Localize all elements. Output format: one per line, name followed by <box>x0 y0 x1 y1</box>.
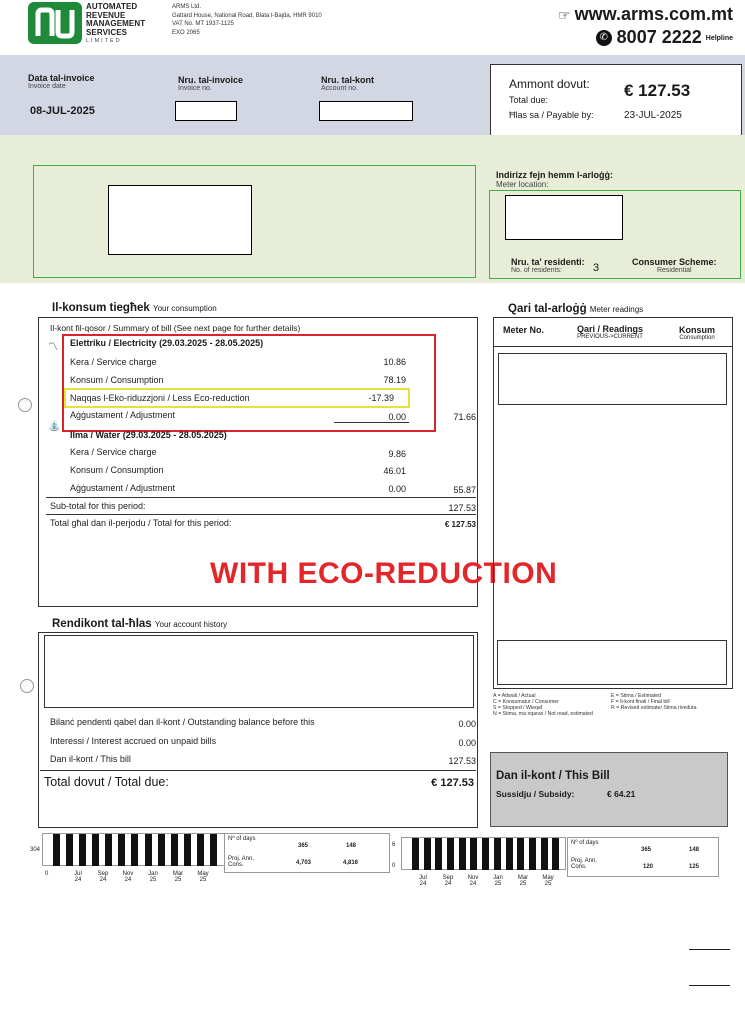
amount-label: Ammont dovut: <box>509 77 590 91</box>
elec-days-1: 365 <box>298 843 309 849</box>
residents-label: Nru. ta' residenti: No. of residents: <box>511 257 585 274</box>
elec-row-adjustment: Aġġustament / Adjustment <box>70 410 176 420</box>
amount-due-box <box>490 64 742 136</box>
elec-proj-1: 4,703 <box>296 860 312 866</box>
total-due-label: Total due: <box>509 95 549 105</box>
elec-chart-y-tick: 304 <box>30 847 41 853</box>
x-tick-label: Sep 24 <box>442 875 454 887</box>
subsidy-label: Sussidju / Subsidy: <box>496 789 575 799</box>
elec-value-eco-reduction: -17.39 <box>368 393 394 403</box>
pointer-hand-icon: ☞ <box>558 7 571 23</box>
readings-footer-redacted <box>497 640 727 685</box>
col-readings: Qari / Readings PREVIOUS->CURRENT <box>576 324 644 340</box>
invoice-no-redacted <box>175 101 237 121</box>
x-tick-label: May 25 <box>197 871 209 883</box>
amount-value: € 127.53 <box>624 81 691 100</box>
subtotal-divider <box>46 497 476 498</box>
water-chart-x-ticks <box>413 875 563 895</box>
water-chart-y-bottom: 0 <box>392 863 396 869</box>
invoice-date-label: Data tal-invoice Invoice date <box>28 73 95 90</box>
chart-bar <box>412 838 419 870</box>
readings-legend-left: A = Attwali / Actual C = Konsumatur / Consumer S = Stopped / Wieqaf N = Stima, ma nqarax / Not read, estimated <box>493 693 593 717</box>
outstanding-balance-label: Bilanċ pendenti qabel dan il-kont / Outstanding balance before this <box>50 717 315 727</box>
chart-bar <box>470 838 477 870</box>
punch-hole <box>18 398 32 412</box>
arms-logo <box>28 2 82 44</box>
electricity-icon: 〽 <box>48 342 58 353</box>
bill-summary-label: Il-kont fil-qosor / Summary of bill (See next page for further details) <box>50 323 301 333</box>
water-value-adjustment: 0.00 <box>388 484 406 494</box>
elec-chart-x-first: 0 <box>45 871 49 877</box>
water-total: 55.87 <box>453 485 476 495</box>
subsidy-value: € 64.21 <box>607 789 636 799</box>
elec-row-service: Kera / Service charge <box>70 357 157 367</box>
residents-value: 3 <box>593 262 600 274</box>
x-tick-label: Jul 24 <box>74 871 82 883</box>
chart-bar <box>541 838 548 870</box>
consumer-scheme: Consumer Scheme: Residential <box>632 257 717 274</box>
elec-total: 71.66 <box>453 412 476 422</box>
elec-days-label: Nº of days <box>228 836 256 842</box>
elec-value-adjustment: 0.00 <box>388 412 406 422</box>
x-tick-label: Mar 25 <box>517 875 529 887</box>
subtotal-label: Sub-total for this period: <box>50 501 146 511</box>
chart-bar <box>131 834 138 866</box>
subtotal-value: 127.53 <box>448 503 476 513</box>
elec-row-consumption: Konsum / Consumption <box>70 375 164 385</box>
chart-bar <box>552 838 559 870</box>
total-divider <box>46 514 476 515</box>
water-days-1: 365 <box>641 847 652 853</box>
water-proj-1: 120 <box>643 864 654 870</box>
chart-bar <box>197 834 204 866</box>
chart-bar <box>506 838 513 870</box>
water-days-label: Nº of days <box>571 840 599 846</box>
elec-chart-plot <box>42 833 225 866</box>
water-value-consumption: 46.01 <box>383 466 406 476</box>
water-proj-2: 125 <box>689 864 700 870</box>
invoice-no-label: Nru. tal-invoice Invoice no. <box>178 75 244 92</box>
consumption-title: Il-konsum tiegħek Your consumption <box>52 302 217 314</box>
interest-label: Interessi / Interest accrued on unpaid bills <box>50 736 217 746</box>
logo-mark-icon <box>28 2 82 44</box>
fold-mark <box>689 949 730 950</box>
account-total-divider <box>40 770 476 771</box>
col-consumption: Konsum Consumption <box>679 325 715 341</box>
chart-bar <box>210 834 217 866</box>
elec-chart-x-ticks <box>68 871 218 891</box>
chart-bar <box>459 838 466 870</box>
this-bill-value: 127.53 <box>448 756 476 766</box>
chart-bar <box>171 834 178 866</box>
water-proj-label: Proj. Ann. Cons. <box>571 858 598 870</box>
customer-address-redacted <box>108 185 252 255</box>
x-tick-label: Mar 25 <box>172 871 184 883</box>
chart-bar <box>517 838 524 870</box>
readings-row-redacted <box>498 353 727 405</box>
chart-bar <box>424 838 431 870</box>
readings-title: Qari tal-arloġġ Meter readings <box>508 303 644 315</box>
water-chart-y-top: 6 <box>392 842 396 848</box>
total-due-label: Total dovut / Total due: <box>44 775 169 789</box>
company-details: ARMS Ltd. Gattard House, National Road, Blata l-Bajda, HMR 9010 VAT No. MT 1937-1125 EXO 2065 <box>172 4 322 36</box>
elec-value-service: 10.86 <box>383 357 406 367</box>
x-tick-label: May 25 <box>542 875 554 887</box>
helpline: ✆ 8007 2222 Helpline <box>596 27 733 48</box>
fold-mark <box>689 985 730 986</box>
account-title: Rendikont tal-ħlas Your account history <box>52 618 228 630</box>
period-total-value: € 127.53 <box>444 520 476 529</box>
interest-value: 0.00 <box>458 738 476 748</box>
chart-bar <box>494 838 501 870</box>
water-row-consumption: Konsum / Consumption <box>70 465 164 475</box>
meter-location-redacted <box>505 195 623 240</box>
x-tick-label: Jan 25 <box>493 875 503 887</box>
x-tick-label: Nov 24 <box>122 871 134 883</box>
electricity-highlight-box <box>62 334 436 432</box>
water-value-service: 9.86 <box>388 449 406 459</box>
punch-hole <box>20 679 34 693</box>
chart-bar <box>145 834 152 866</box>
payable-by-value: 23-JUL-2025 <box>624 110 682 121</box>
this-bill-title: Dan il-kont / This Bill <box>496 770 610 782</box>
payable-by-label: Ħlas sa / Payable by: <box>509 110 594 120</box>
water-row-adjustment: Aġġustament / Adjustment <box>70 483 176 493</box>
eco-reduction-annotation: WITH ECO-REDUCTION <box>210 557 558 590</box>
readings-header-line <box>493 346 733 347</box>
this-bill-box <box>490 752 728 827</box>
invoice-date: 08-JUL-2025 <box>30 105 95 117</box>
water-row-service: Kera / Service charge <box>70 447 157 457</box>
chart-bar <box>529 838 536 870</box>
water-header: Ilma / Water (29.03.2025 - 28.05.2025) <box>70 430 227 440</box>
this-bill-label: Dan il-kont / This bill <box>50 754 131 764</box>
x-tick-label: Jan 25 <box>148 871 158 883</box>
chart-bar <box>447 838 454 870</box>
chart-bar <box>92 834 99 866</box>
total-due-value: € 127.53 <box>431 777 474 789</box>
elec-days-2: 148 <box>346 843 357 849</box>
eco-reduction-highlight <box>64 388 410 408</box>
electricity-header: Elettriku / Electricity (29.03.2025 - 28.05.2025) <box>70 338 264 348</box>
elec-row-eco-reduction: Naqqas l-Eko-riduzzjoni / Less Eco-reduction <box>70 393 250 403</box>
chart-bar <box>66 834 73 866</box>
readings-legend-right: E = Stima / Estimated F = Il-kont finali / Final bill R = Revised estimate/ Stima riveduta <box>611 693 697 711</box>
water-days-2: 148 <box>689 847 700 853</box>
chart-bar <box>118 834 125 866</box>
logo-wordmark: AUTOMATED REVENUE MANAGEMENT SERVICES LIMITED <box>86 2 146 44</box>
phone-icon: ✆ <box>596 30 612 46</box>
chart-bar <box>158 834 165 866</box>
col-meter-no: Meter No. <box>503 325 545 335</box>
chart-bar <box>53 834 60 866</box>
chart-bar <box>105 834 112 866</box>
x-tick-label: Sep 24 <box>97 871 109 883</box>
x-tick-label: Jul 24 <box>419 875 427 887</box>
water-tap-icon: ⛲ <box>48 421 61 432</box>
meter-location-label: Indirizz fejn hemm l-arloġġ: Meter location: <box>496 170 614 189</box>
elec-value-consumption: 78.19 <box>383 375 406 385</box>
outstanding-balance-value: 0.00 <box>458 719 476 729</box>
chart-bar <box>184 834 191 866</box>
elec-proj-label: Proj. Ann. Cons. <box>228 856 255 868</box>
period-total-label: Total għal dan il-perjodu / Total for this period: <box>50 518 232 528</box>
website-link[interactable]: ☞ www.arms.com.mt <box>558 4 733 24</box>
account-no-redacted <box>319 101 413 121</box>
account-no-label: Nru. tal-kont Account no. <box>321 75 374 92</box>
account-history-redacted <box>44 635 474 708</box>
water-chart-plot <box>401 837 566 870</box>
elec-proj-2: 4,816 <box>343 860 359 866</box>
chart-bar <box>482 838 489 870</box>
customer-address-box <box>33 165 476 278</box>
chart-bar <box>435 838 442 870</box>
chart-bar <box>79 834 86 866</box>
x-tick-label: Nov 24 <box>467 875 479 887</box>
